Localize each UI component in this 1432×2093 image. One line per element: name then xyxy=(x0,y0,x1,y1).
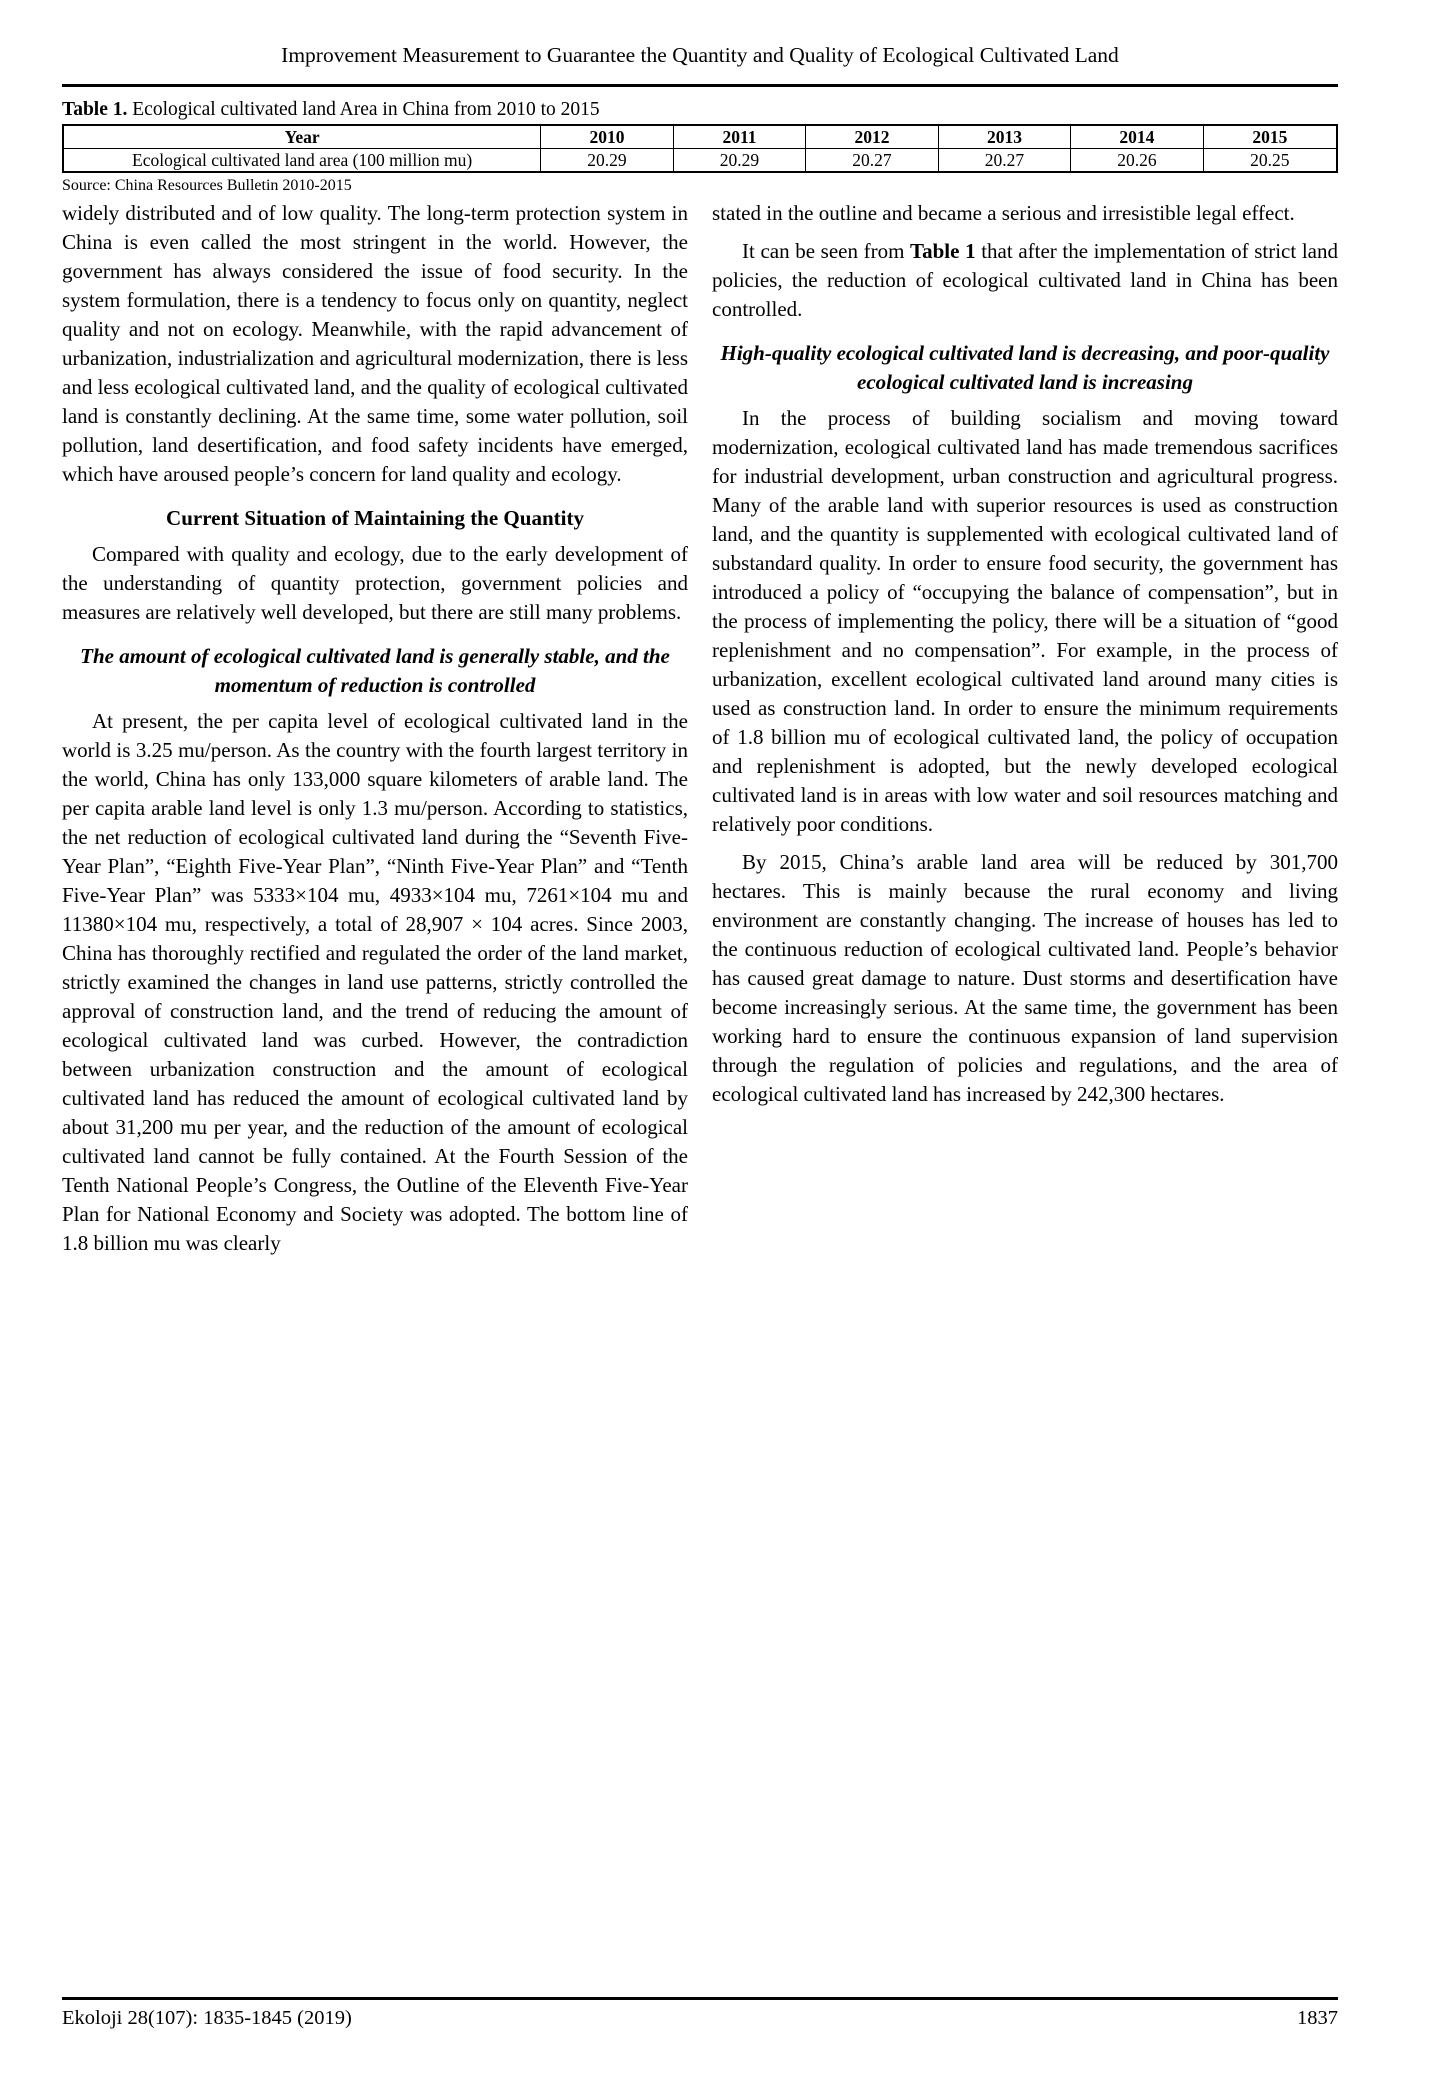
year-cell-2010: 2010 xyxy=(541,125,673,149)
data-table xyxy=(62,124,1338,173)
area-value-2014: 20.26 xyxy=(1071,149,1203,173)
paragraph-text: that after the implementation of strict land policies, the reduction of ecological cultivated land in China has been controlled. xyxy=(712,239,1338,321)
paragraph-continuation: widely distributed and of low quality. The long-term protection system in China is even called the most stringent in the world. However, the government has always considered the issue of food security. In the system formulation, there is a tendency to focus only on quantity, neglect quality and not on ecology. Meanwhile, with the rapid advancement of urbanization, industrialization and agricultural modernization, there is less and less ecological cultivated land, and the quality of ecological cultivated land is constantly declining. At the same time, some water pollution, soil pollution, land desertification, and food safety incidents have emerged, which have aroused people’s concern for land quality and ecology. xyxy=(62,201,688,486)
table-caption xyxy=(62,98,1338,121)
year-cell-2013: 2013 xyxy=(938,125,1070,149)
area-label-cell: Ecological cultivated land area (100 million mu) xyxy=(63,149,541,173)
paragraph xyxy=(712,237,1338,324)
right-column xyxy=(712,199,1338,1267)
footer-page-number: 1837 xyxy=(1297,2007,1338,2029)
table-caption-text: Ecological cultivated land Area in China from 2010 to 2015 xyxy=(127,99,600,120)
footer-journal-line: Ekoloji 28(107): 1835-1845 (2019) xyxy=(62,2007,352,2029)
table-caption-label: Table 1. xyxy=(62,99,128,120)
table-header-row xyxy=(63,125,1337,149)
area-value-2015: 20.25 xyxy=(1203,149,1337,173)
area-value-2010: 20.29 xyxy=(541,149,673,173)
footer xyxy=(62,2006,1338,2031)
subsection-heading-amount-stable: The amount of ecological cultivated land is generally stable, and the momentum of reduction is controlled xyxy=(80,644,670,697)
year-cell-2014: 2014 xyxy=(1071,125,1203,149)
paragraph-continuation: stated in the outline and became a serious and irresistible legal effect. xyxy=(712,201,1295,225)
year-cell-2011: 2011 xyxy=(673,125,805,149)
table-block xyxy=(62,98,1338,196)
paragraph: In the process of building socialism and moving toward modernization, ecological cultivated land has made tremendous sacrifices for industrial development, urban construction and agricultural progress. Many of the arable land with superior resources is used as construction land, and the quantity is supplemented with ecological cultivated land of substandard quality. In order to ensure food security, the government has introduced a policy of “occupying the balance of compensation”, but in the process of implementing the policy, there will be a situation of “good replenishment and no compensation”. For example, in the process of urbanization, excellent ecological cultivated land around many cities is used as construction land. In order to ensure the minimum requirements of 1.8 billion mu of ecological cultivated land, the policy of occupation and replenishment is adopted, but the newly developed ecological cultivated land is in areas with low water and soil resources matching and relatively poor conditions. xyxy=(712,406,1338,836)
subsection-heading-quality: High-quality ecological cultivated land is decreasing, and poor-quality ecological cultivated land is increasing xyxy=(720,341,1330,394)
table-source: Source: China Resources Bulletin 2010-2015 xyxy=(62,177,352,195)
header-rule xyxy=(62,84,1338,87)
table-reference: Table 1 xyxy=(910,239,976,263)
area-value-2011: 20.29 xyxy=(673,149,805,173)
paragraph: By 2015, China’s arable land area will be reduced by 301,700 hectares. This is mainly because the rural economy and living environment are constantly changing. The increase of houses has led to the continuous reduction of ecological cultivated land. People’s behavior has caused great damage to nature. Dust storms and desertification have become increasingly serious. At the same time, the government has been working hard to ensure the continuous expansion of land supervision through the regulation of policies and regulations, and the area of ecological cultivated land has increased by 242,300 hectares. xyxy=(712,850,1338,1106)
paragraph: Compared with quality and ecology, due to the early development of the understanding of quantity protection, government policies and measures are relatively well developed, but there are still many problems. xyxy=(62,542,688,624)
footer-rule xyxy=(62,1997,1338,2000)
year-cell-2015: 2015 xyxy=(1203,125,1337,149)
paragraph: At present, the per capita level of ecological cultivated land in the world is 3.25 mu/person. As the country with the fourth largest territory in the world, China has only 133,000 square kilometers of arable land. The per capita arable land level is only 1.3 mu/person. According to statistics, the net reduction of ecological cultivated land during the “Seventh Five-Year Plan”, “Eighth Five-Year Plan”, “Ninth Five-Year Plan” and “Tenth Five-Year Plan” was 5333×104 mu, 4933×104 mu, 7261×104 mu and 11380×104 mu, respectively, a total of 28,907 × 104 acres. Since 2003, China has thoroughly rectified and regulated the order of the land market, strictly examined the changes in land use patterns, strictly controlled the approval of construction land, and the trend of reducing the amount of ecological cultivated land was curbed. However, the contradiction between urbanization construction and the amount of ecological cultivated land has reduced the amount of ecological cultivated land by about 31,200 mu per year, and the reduction of the amount of ecological cultivated land cannot be fully contained. At the Fourth Session of the Tenth National People’s Congress, the Outline of the Eleventh Five-Year Plan for National Economy and Society was adopted. The bottom line of 1.8 billion mu was clearly xyxy=(62,709,688,1255)
section-heading-quantity: Current Situation of Maintaining the Quantity xyxy=(166,506,584,530)
area-value-2013: 20.27 xyxy=(938,149,1070,173)
body-columns xyxy=(62,199,1338,1267)
left-column xyxy=(62,199,688,1267)
table-data-row xyxy=(63,149,1337,173)
year-cell-2012: 2012 xyxy=(806,125,938,149)
running-title: Improvement Measurement to Guarantee the Quantity and Quality of Ecological Cultivated Land xyxy=(281,43,1119,67)
paragraph-text: It can be seen from xyxy=(742,239,911,263)
year-header-cell: Year xyxy=(63,125,541,149)
area-value-2012: 20.27 xyxy=(806,149,938,173)
